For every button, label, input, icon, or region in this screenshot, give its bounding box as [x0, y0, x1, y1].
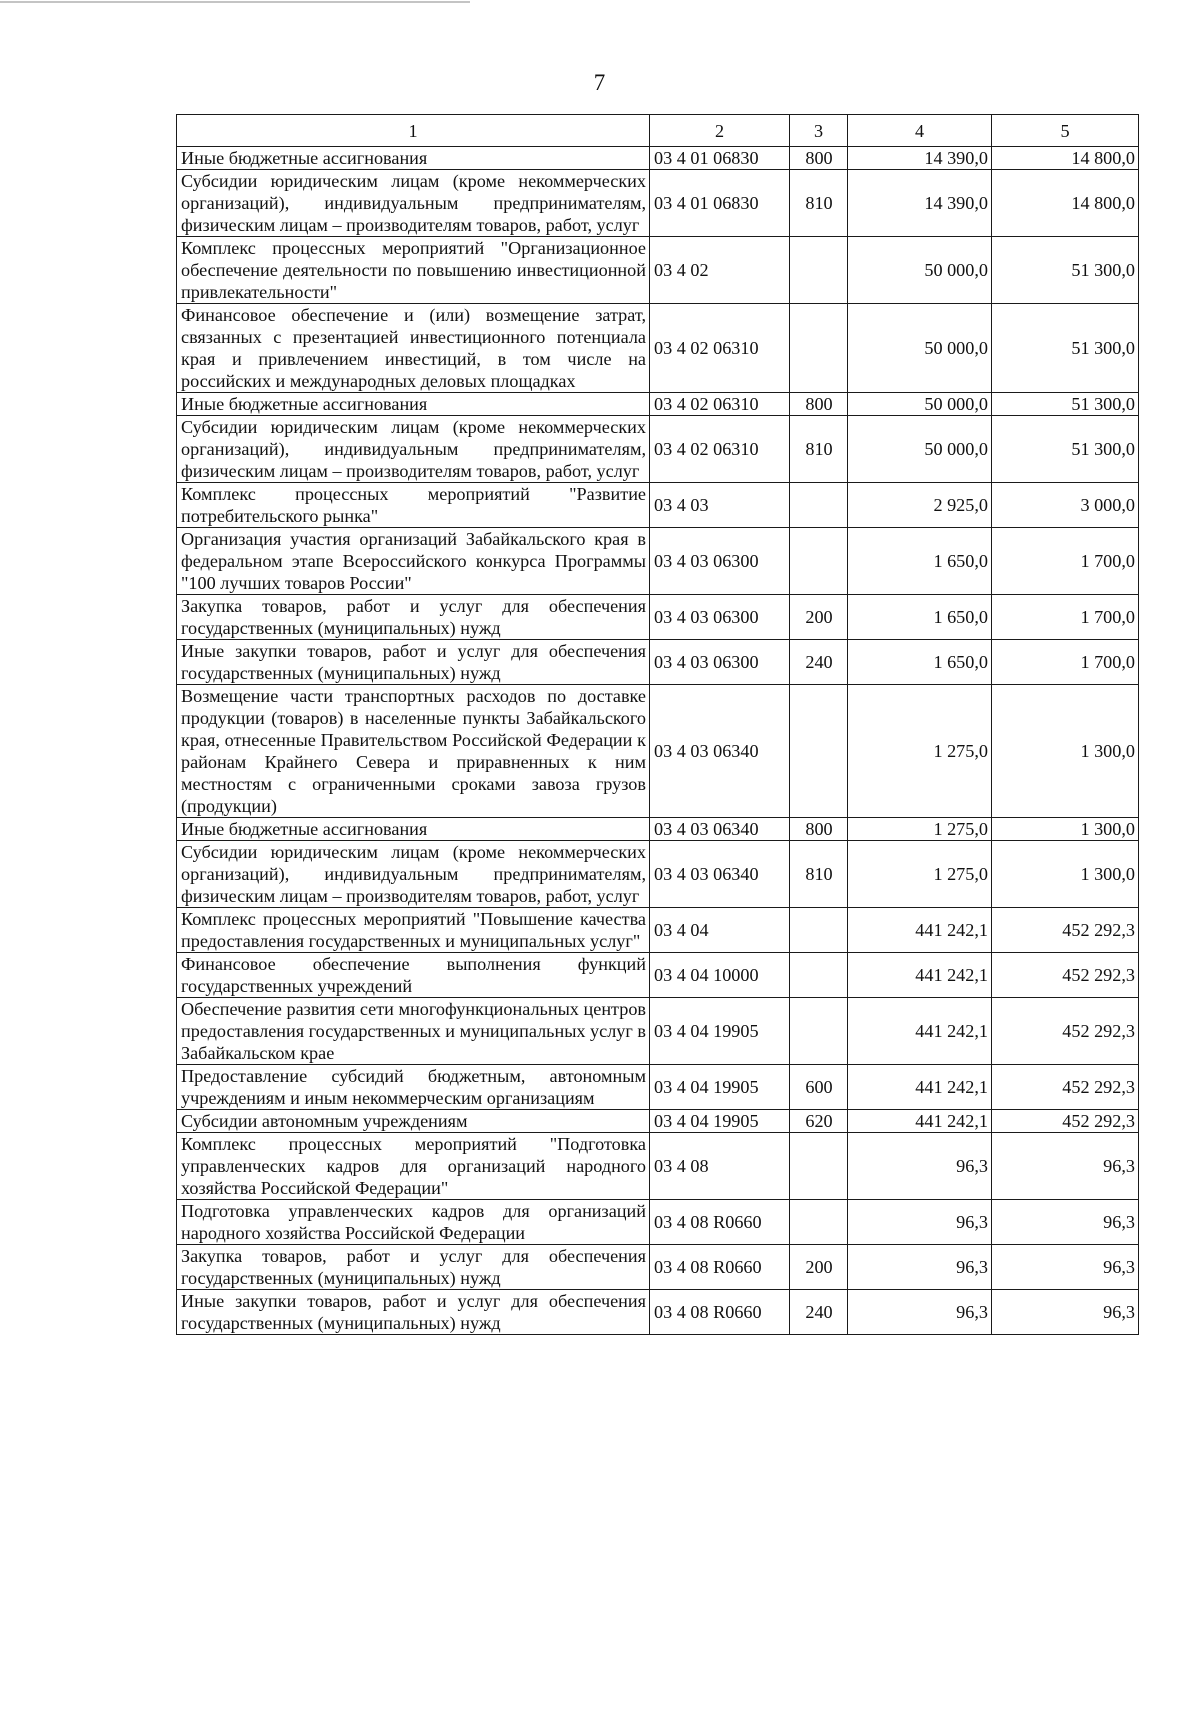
- row-name: Иные бюджетные ассигнования: [177, 818, 650, 841]
- header-col-2: 2: [650, 115, 790, 147]
- row-amount-col4: 50 000,0: [848, 393, 992, 416]
- row-amount-col4: 50 000,0: [848, 416, 992, 483]
- row-amount-col5: 51 300,0: [992, 416, 1139, 483]
- table-row: [177, 841, 1139, 908]
- row-amount-col5: 1 700,0: [992, 640, 1139, 685]
- row-name: Комплекс процессных мероприятий "Организационное обеспечение деятельности по повышению инвестиционной привлекательности": [177, 237, 650, 304]
- header-col-1: 1: [177, 115, 650, 147]
- table-row: [177, 640, 1139, 685]
- row-name: Субсидии автономным учреждениям: [177, 1110, 650, 1133]
- row-expense-type: 240: [790, 640, 848, 685]
- row-name: Субсидии юридическим лицам (кроме некоммерческих организаций), индивидуальным предпринимателям, физическим лицам – производителям товаров, работ, услуг: [177, 170, 650, 237]
- table-row: [177, 393, 1139, 416]
- row-amount-col4: 1 650,0: [848, 640, 992, 685]
- row-amount-col4: 441 242,1: [848, 908, 992, 953]
- row-name: Иные бюджетные ассигнования: [177, 147, 650, 170]
- row-amount-col5: 1 300,0: [992, 818, 1139, 841]
- row-code: 03 4 04 19905: [650, 1110, 790, 1133]
- row-amount-col5: 1 300,0: [992, 841, 1139, 908]
- row-amount-col5: 14 800,0: [992, 147, 1139, 170]
- header-col-3: 3: [790, 115, 848, 147]
- table-row: [177, 528, 1139, 595]
- row-code: 03 4 04 19905: [650, 1065, 790, 1110]
- table-row: [177, 1200, 1139, 1245]
- row-name: Финансовое обеспечение выполнения функций государственных учреждений: [177, 953, 650, 998]
- row-expense-type: 600: [790, 1065, 848, 1110]
- row-amount-col4: 50 000,0: [848, 237, 992, 304]
- row-amount-col4: 1 650,0: [848, 595, 992, 640]
- row-code: 03 4 03 06300: [650, 640, 790, 685]
- row-expense-type: 800: [790, 393, 848, 416]
- row-amount-col4: 1 275,0: [848, 685, 992, 818]
- row-amount-col4: 96,3: [848, 1245, 992, 1290]
- row-amount-col5: 14 800,0: [992, 170, 1139, 237]
- row-amount-col5: 1 300,0: [992, 685, 1139, 818]
- row-code: 03 4 02 06310: [650, 416, 790, 483]
- row-name: Возмещение части транспортных расходов по доставке продукции (товаров) в населенные пункты Забайкальского края, отнесенные Правительством Российской Федерации к районам Крайнего Севера и приравненных к ним местностям с ограниченными сроками завоза грузов (продукции): [177, 685, 650, 818]
- row-amount-col5: 51 300,0: [992, 304, 1139, 393]
- header-col-5: 5: [992, 115, 1139, 147]
- header-row: [177, 115, 1139, 147]
- row-amount-col4: 441 242,1: [848, 1065, 992, 1110]
- row-amount-col5: 96,3: [992, 1245, 1139, 1290]
- row-expense-type: [790, 908, 848, 953]
- row-expense-type: 200: [790, 595, 848, 640]
- row-code: 03 4 08 R0660: [650, 1245, 790, 1290]
- row-name: Субсидии юридическим лицам (кроме некоммерческих организаций), индивидуальным предпринимателям, физическим лицам – производителям товаров, работ, услуг: [177, 416, 650, 483]
- row-expense-type: 800: [790, 147, 848, 170]
- row-name: Предоставление субсидий бюджетным, автономным учреждениям и иным некоммерческим организациям: [177, 1065, 650, 1110]
- row-amount-col4: 441 242,1: [848, 1110, 992, 1133]
- table-row: [177, 908, 1139, 953]
- row-name: Комплекс процессных мероприятий "Развитие потребительского рынка": [177, 483, 650, 528]
- table-row: [177, 1290, 1139, 1335]
- table-row: [177, 1110, 1139, 1133]
- table-row: [177, 1065, 1139, 1110]
- row-expense-type: [790, 953, 848, 998]
- row-name: Обеспечение развития сети многофункциональных центров предоставления государственных и муниципальных услуг в Забайкальском крае: [177, 998, 650, 1065]
- row-code: 03 4 04 10000: [650, 953, 790, 998]
- row-amount-col5: 452 292,3: [992, 998, 1139, 1065]
- row-amount-col5: 452 292,3: [992, 953, 1139, 998]
- table-row: [177, 237, 1139, 304]
- table-row: [177, 998, 1139, 1065]
- row-amount-col4: 1 275,0: [848, 818, 992, 841]
- table-row: [177, 416, 1139, 483]
- budget-table: [176, 114, 1139, 1335]
- row-name: Комплекс процессных мероприятий "Подготовка управленческих кадров для организаций народного хозяйства Российской Федерации": [177, 1133, 650, 1200]
- row-amount-col5: 452 292,3: [992, 1065, 1139, 1110]
- table-row: [177, 147, 1139, 170]
- table-row: [177, 595, 1139, 640]
- row-name: Иные закупки товаров, работ и услуг для обеспечения государственных (муниципальных) нужд: [177, 1290, 650, 1335]
- page-number: 7: [593, 70, 607, 95]
- row-expense-type: [790, 528, 848, 595]
- row-name: Подготовка управленческих кадров для организаций народного хозяйства Российской Федерации: [177, 1200, 650, 1245]
- row-amount-col4: 14 390,0: [848, 170, 992, 237]
- row-expense-type: 810: [790, 416, 848, 483]
- row-amount-col5: 1 700,0: [992, 595, 1139, 640]
- row-amount-col5: 452 292,3: [992, 908, 1139, 953]
- row-code: 03 4 08 R0660: [650, 1200, 790, 1245]
- row-expense-type: [790, 1133, 848, 1200]
- row-code: 03 4 03 06300: [650, 595, 790, 640]
- row-amount-col4: 441 242,1: [848, 998, 992, 1065]
- row-name: Закупка товаров, работ и услуг для обеспечения государственных (муниципальных) нужд: [177, 1245, 650, 1290]
- row-expense-type: [790, 483, 848, 528]
- row-expense-type: 800: [790, 818, 848, 841]
- row-expense-type: 240: [790, 1290, 848, 1335]
- row-code: 03 4 08 R0660: [650, 1290, 790, 1335]
- row-code: 03 4 02 06310: [650, 304, 790, 393]
- row-name: Комплекс процессных мероприятий "Повышение качества предоставления государственных и муниципальных услуг": [177, 908, 650, 953]
- row-code: 03 4 08: [650, 1133, 790, 1200]
- row-code: 03 4 03 06340: [650, 841, 790, 908]
- table-row: [177, 818, 1139, 841]
- row-amount-col4: 1 275,0: [848, 841, 992, 908]
- row-code: 03 4 02 06310: [650, 393, 790, 416]
- row-name: Финансовое обеспечение и (или) возмещение затрат, связанных с презентацией инвестиционного потенциала края и привлечением инвестиций, в том числе на российских и международных деловых площадках: [177, 304, 650, 393]
- row-name: Организация участия организаций Забайкальского края в федеральном этапе Всероссийского конкурса Программы "100 лучших товаров России": [177, 528, 650, 595]
- row-amount-col4: 2 925,0: [848, 483, 992, 528]
- row-code: 03 4 04 19905: [650, 998, 790, 1065]
- row-amount-col4: 96,3: [848, 1200, 992, 1245]
- row-code: 03 4 03 06340: [650, 818, 790, 841]
- row-amount-col5: 96,3: [992, 1133, 1139, 1200]
- row-amount-col5: 96,3: [992, 1200, 1139, 1245]
- row-code: 03 4 02: [650, 237, 790, 304]
- table-row: [177, 304, 1139, 393]
- row-expense-type: [790, 998, 848, 1065]
- table-body: [177, 115, 1139, 1335]
- row-expense-type: [790, 1200, 848, 1245]
- table-row: [177, 1245, 1139, 1290]
- row-expense-type: [790, 237, 848, 304]
- row-amount-col4: 441 242,1: [848, 953, 992, 998]
- row-amount-col5: 1 700,0: [992, 528, 1139, 595]
- row-name: Закупка товаров, работ и услуг для обеспечения государственных (муниципальных) нужд: [177, 595, 650, 640]
- row-amount-col5: 96,3: [992, 1290, 1139, 1335]
- row-amount-col4: 50 000,0: [848, 304, 992, 393]
- header-col-4: 4: [848, 115, 992, 147]
- row-expense-type: 620: [790, 1110, 848, 1133]
- row-code: 03 4 01 06830: [650, 170, 790, 237]
- row-name: Субсидии юридическим лицам (кроме некоммерческих организаций), индивидуальным предпринимателям, физическим лицам – производителям товаров, работ, услуг: [177, 841, 650, 908]
- row-expense-type: [790, 304, 848, 393]
- table-row: [177, 953, 1139, 998]
- row-amount-col5: 3 000,0: [992, 483, 1139, 528]
- row-amount-col5: 51 300,0: [992, 237, 1139, 304]
- row-amount-col4: 14 390,0: [848, 147, 992, 170]
- row-name: Иные закупки товаров, работ и услуг для обеспечения государственных (муниципальных) нужд: [177, 640, 650, 685]
- row-expense-type: [790, 685, 848, 818]
- table-row: [177, 685, 1139, 818]
- row-amount-col4: 96,3: [848, 1133, 992, 1200]
- row-expense-type: 810: [790, 841, 848, 908]
- table-row: [177, 483, 1139, 528]
- row-code: 03 4 04: [650, 908, 790, 953]
- row-amount-col5: 452 292,3: [992, 1110, 1139, 1133]
- row-code: 03 4 03 06340: [650, 685, 790, 818]
- row-amount-col4: 96,3: [848, 1290, 992, 1335]
- table-row: [177, 1133, 1139, 1200]
- table-row: [177, 170, 1139, 237]
- row-name: Иные бюджетные ассигнования: [177, 393, 650, 416]
- row-code: 03 4 03 06300: [650, 528, 790, 595]
- row-expense-type: 810: [790, 170, 848, 237]
- row-amount-col5: 51 300,0: [992, 393, 1139, 416]
- row-code: 03 4 03: [650, 483, 790, 528]
- row-amount-col4: 1 650,0: [848, 528, 992, 595]
- row-expense-type: 200: [790, 1245, 848, 1290]
- row-code: 03 4 01 06830: [650, 147, 790, 170]
